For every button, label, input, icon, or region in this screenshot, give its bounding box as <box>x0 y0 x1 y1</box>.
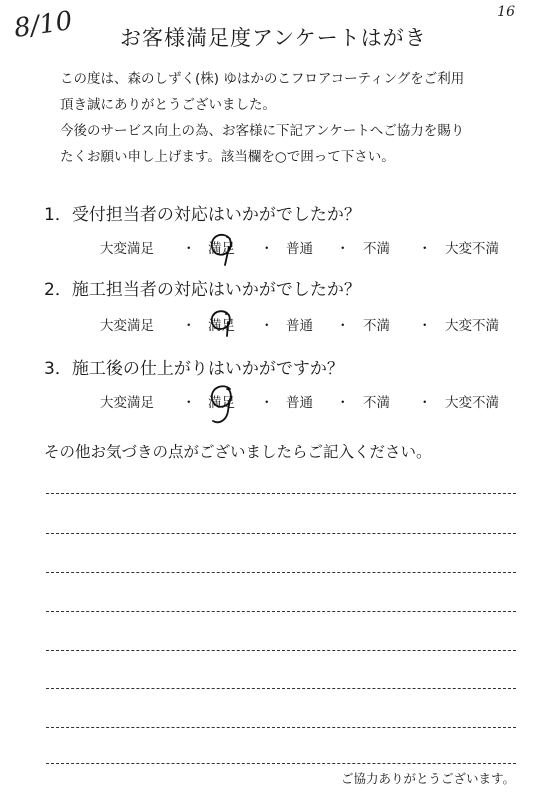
intro-line: 今後のサービス向上の為、お客様に下記アンケートへご協力を賜り <box>60 123 465 139</box>
comment-line[interactable] <box>46 572 516 573</box>
survey-title: お客様満足度アンケートはがき <box>120 26 427 50</box>
question-1: 1．受付担当者の対応はいかがでしたか？ <box>44 205 361 225</box>
option-very-dissatisfied[interactable]: 大変不満 <box>445 241 499 257</box>
option-satisfied[interactable]: 満足 <box>208 318 235 334</box>
separator-dot: ・ <box>418 395 432 411</box>
comment-line[interactable] <box>46 688 516 689</box>
separator-dot: ・ <box>260 241 274 257</box>
option-very-satisfied[interactable]: 大変満足 <box>100 395 154 411</box>
question-3: 3．施工後の仕上がりはいかがですか？ <box>44 359 344 379</box>
separator-dot: ・ <box>182 395 196 411</box>
separator-dot: ・ <box>418 318 432 334</box>
option-neutral[interactable]: 普通 <box>286 318 313 334</box>
intro-line: 頂き誠にありがとうございました。 <box>60 97 276 113</box>
option-very-dissatisfied[interactable]: 大変不満 <box>445 318 499 334</box>
comment-line[interactable] <box>46 650 516 651</box>
comment-line[interactable] <box>46 727 516 728</box>
question-2: 2．施工担当者の対応はいかがでしたか？ <box>44 280 361 300</box>
handwritten-selection-mark <box>200 227 246 273</box>
option-very-satisfied[interactable]: 大変満足 <box>100 318 154 334</box>
answer-row-2 <box>100 314 510 336</box>
intro-line: たくお願い申し上げます。該当欄を○で囲って下さい。 <box>60 149 395 165</box>
option-satisfied[interactable]: 満足 <box>208 241 235 257</box>
answer-row-3 <box>100 391 510 413</box>
handwritten-selection-mark <box>200 381 246 431</box>
comment-line[interactable] <box>46 763 516 764</box>
handwritten-selection-mark <box>200 304 246 350</box>
comment-line[interactable] <box>46 533 516 534</box>
separator-dot: ・ <box>182 241 196 257</box>
option-very-satisfied[interactable]: 大変満足 <box>100 241 154 257</box>
answer-row-1 <box>100 237 510 259</box>
handwritten-date: 8/10 <box>12 6 75 44</box>
separator-dot: ・ <box>336 318 350 334</box>
comment-line[interactable] <box>46 493 516 494</box>
separator-dot: ・ <box>182 318 196 334</box>
option-dissatisfied[interactable]: 不満 <box>363 318 390 334</box>
option-neutral[interactable]: 普通 <box>286 241 313 257</box>
separator-dot: ・ <box>260 318 274 334</box>
handwritten-page-number: 16 <box>497 4 515 20</box>
separator-dot: ・ <box>260 395 274 411</box>
intro-text <box>60 66 464 170</box>
intro-line: この度は、森のしずく(株) ゆはかのこフロアコーティングをご利用 <box>60 71 465 87</box>
option-dissatisfied[interactable]: 不満 <box>363 241 390 257</box>
comment-line[interactable] <box>46 611 516 612</box>
option-dissatisfied[interactable]: 不満 <box>363 395 390 411</box>
option-satisfied[interactable]: 満足 <box>208 395 235 411</box>
separator-dot: ・ <box>336 241 350 257</box>
option-very-dissatisfied[interactable]: 大変不満 <box>445 395 499 411</box>
comment-prompt: その他お気づきの点がございましたらご記入ください。 <box>44 443 432 461</box>
option-neutral[interactable]: 普通 <box>286 395 313 411</box>
thanks-text: ご協力ありがとうございます。 <box>340 771 515 786</box>
separator-dot: ・ <box>336 395 350 411</box>
separator-dot: ・ <box>418 241 432 257</box>
